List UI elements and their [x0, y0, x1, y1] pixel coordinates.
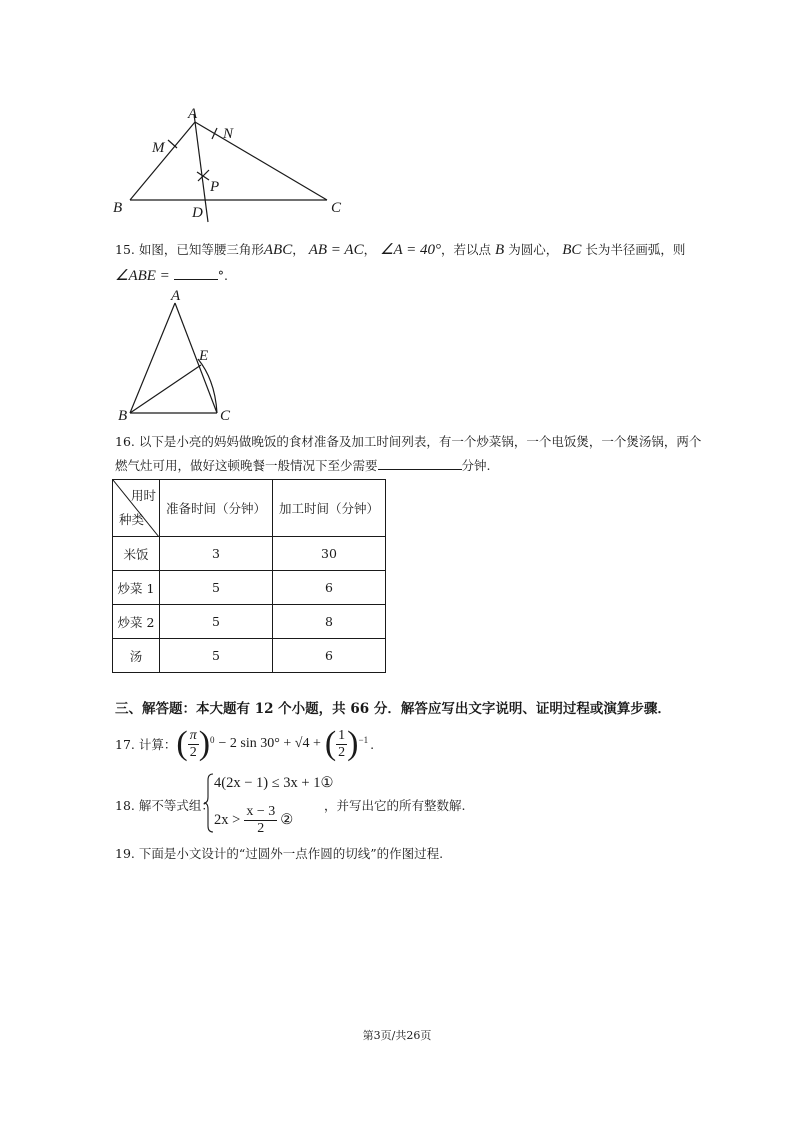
- question-15-text-d: 长为半径画弧，则: [585, 242, 686, 257]
- question-15-point-b: B: [495, 242, 505, 258]
- label-d: D: [192, 205, 203, 221]
- question-15-angle: ∠ABE =: [115, 268, 170, 284]
- question-15-comma2: ，: [363, 242, 377, 257]
- question-16-line1: 16. 以下是小亮的妈妈做晚饭的食材准备及加工时间列表，有一个炒菜锅，一个电饭煲，一个煲汤锅，两个: [115, 434, 702, 449]
- inequality-2-mark: ②: [280, 812, 294, 828]
- segment-ac: [175, 303, 217, 413]
- label-c: C: [331, 200, 342, 216]
- table-row: [113, 537, 386, 571]
- label-c: C: [220, 408, 231, 424]
- question-15-number: 15.: [115, 242, 135, 257]
- question-15-bc: BC: [562, 242, 582, 258]
- question-15-text-a: 如图，已知等腰三角形: [138, 242, 264, 257]
- question-19: 19. 下面是小文设计的“过圆外一点作圆的切线”的作图过程.: [115, 846, 444, 861]
- question-17-label: 17. 计算：: [115, 737, 177, 752]
- label-n: N: [223, 126, 234, 142]
- arc-mark-n: [212, 128, 217, 139]
- question-16-text-a: 燃气灶可用，做好这顿晚餐一般情况下至少需要: [115, 458, 378, 473]
- table-cell-cook: 30: [273, 537, 386, 571]
- table-row: [113, 605, 386, 639]
- corner-bottom-label: 种类: [119, 512, 145, 527]
- table-cell-name: 炒菜 2: [113, 605, 160, 639]
- label-p: P: [210, 179, 220, 195]
- left-paren-2: (: [324, 725, 337, 762]
- table-cell-cook: 6: [273, 571, 386, 605]
- question-15-unit: °.: [217, 268, 229, 283]
- question-17: [115, 722, 374, 766]
- fraction-denominator: 2: [189, 744, 197, 760]
- table-corner-cell: [113, 480, 160, 537]
- fraction-denominator: 2: [338, 744, 346, 760]
- section-3-heading: 三、解答题：本大题有 12 个小题，共 66 分．解答应写出文字说明、证明过程或演算步骤．: [115, 701, 671, 717]
- left-paren: (: [176, 725, 188, 762]
- segment-ab: [130, 303, 175, 413]
- question-15-line1: [115, 240, 685, 259]
- label-e: E: [199, 348, 209, 364]
- question-15-cond1: AB = AC: [308, 242, 364, 258]
- table-header-cook: 加工时间（分钟）: [273, 480, 386, 537]
- fraction-pi-over-2: [188, 728, 199, 761]
- question-15-answer-blank[interactable]: [174, 267, 218, 280]
- right-paren: ): [198, 725, 211, 762]
- label-a: A: [188, 106, 198, 122]
- table-cell-cook: 8: [273, 605, 386, 639]
- question-18-tail: ，并写出它的所有整数解.: [324, 798, 466, 813]
- table-cell-prep: 3: [160, 537, 273, 571]
- fraction-one-half: [336, 728, 347, 761]
- segment-be: [130, 365, 201, 413]
- inequality-2-left: 2x >: [214, 812, 241, 828]
- question-15-abc: ABC: [263, 242, 293, 258]
- table-row: [113, 639, 386, 673]
- label-a: A: [171, 288, 181, 304]
- page-number: 第3页/共26页: [362, 1029, 432, 1042]
- fraction-x-minus-3-over-2: [244, 804, 277, 837]
- cooking-time-table: [112, 479, 386, 673]
- label-b: B: [113, 200, 123, 216]
- question-16-text-b: 分钟.: [461, 458, 491, 473]
- table-header-row: [113, 480, 386, 537]
- table-header-prep: 准备时间（分钟）: [160, 480, 273, 537]
- table-cell-prep: 5: [160, 639, 273, 673]
- label-m: M: [152, 140, 165, 156]
- question-15-text-b: ，若以点: [441, 242, 492, 257]
- table-cell-cook: 6: [273, 639, 386, 673]
- inequality-2: [214, 804, 293, 837]
- table-cell-prep: 5: [160, 605, 273, 639]
- question-15-text-c: 为圆心，: [508, 242, 559, 257]
- label-b: B: [118, 408, 128, 424]
- question-16-answer-blank[interactable]: [378, 457, 462, 470]
- fraction-numerator: x − 3: [246, 804, 276, 819]
- table-row: [113, 571, 386, 605]
- fraction-numerator: π: [189, 727, 197, 743]
- table-cell-prep: 5: [160, 571, 273, 605]
- figure-isosceles-arc: [115, 285, 240, 425]
- corner-top-label: 用时: [130, 488, 156, 503]
- question-15-comma1: ，: [292, 242, 305, 257]
- question-17-middle: − 2 sin 30° + √4 +: [218, 736, 321, 751]
- segment-ab: [130, 122, 195, 200]
- question-15-line2: [115, 266, 228, 285]
- question-18-label: 18. 解不等式组：: [115, 798, 214, 813]
- inequality-1: 4(2x − 1) ≤ 3x + 1①: [214, 775, 334, 791]
- exponent-zero: 0: [210, 735, 215, 745]
- question-15-cond2: ∠A = 40°: [380, 242, 442, 258]
- table-cell-name: 米饭: [113, 537, 160, 571]
- question-17-end: .: [370, 736, 375, 752]
- arc-mark-m: [168, 140, 177, 148]
- exponent-minus-one: −1: [358, 735, 369, 745]
- fraction-numerator: 1: [338, 727, 346, 743]
- table-cell-name: 炒菜 1: [113, 571, 160, 605]
- figure-triangle-bisector: [105, 100, 355, 225]
- table-cell-name: 汤: [113, 639, 160, 673]
- fraction-denominator: 2: [257, 821, 265, 836]
- right-paren-2: ): [347, 725, 359, 762]
- question-16-line2: [115, 456, 491, 474]
